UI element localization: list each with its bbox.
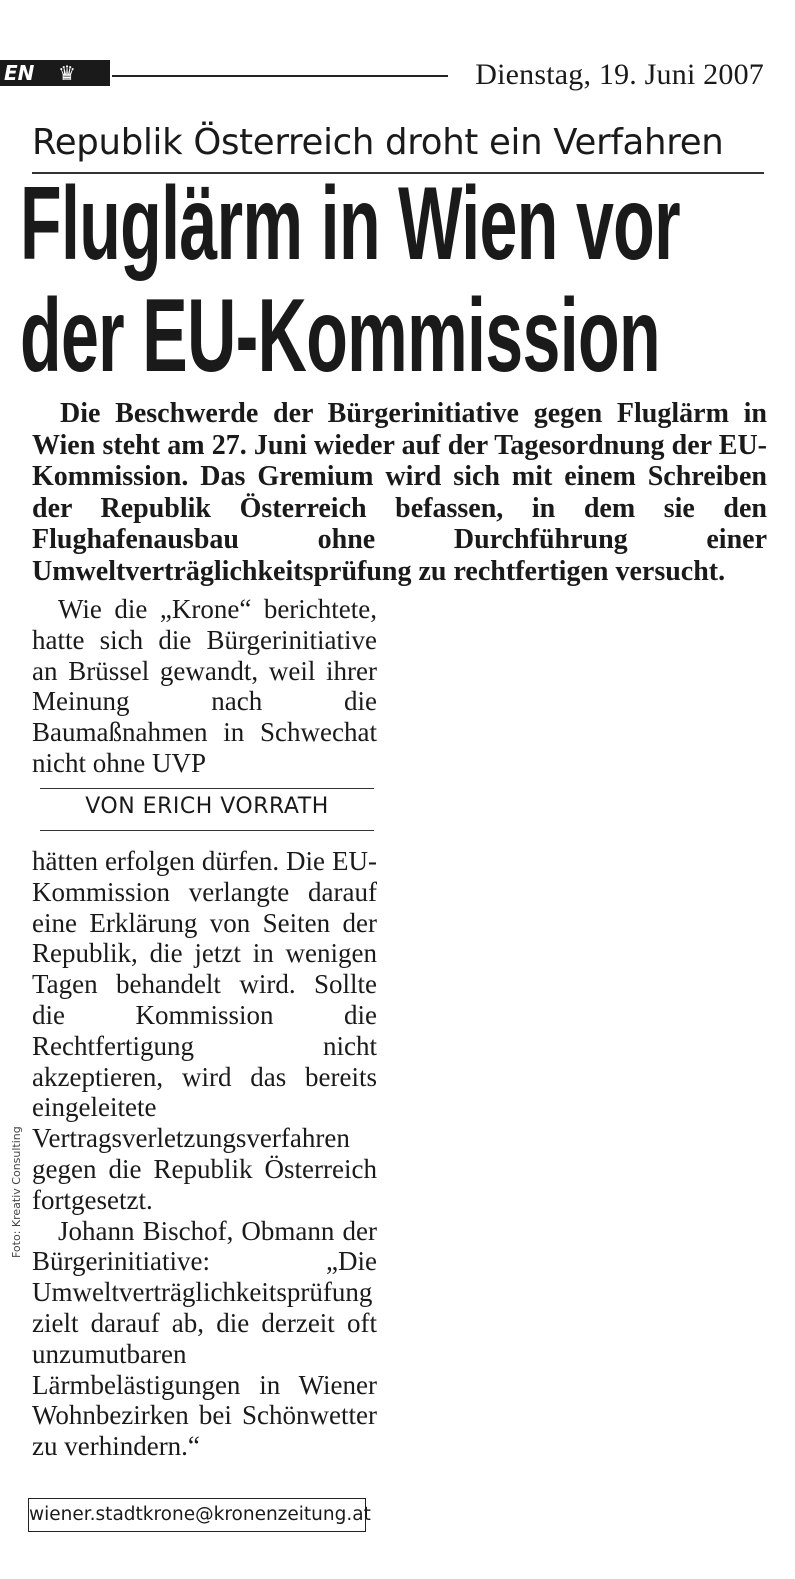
section-tab [0,60,110,86]
headline-line-1: Fluglärm in Wien vor [20,166,680,282]
photo-credit: Foto: Kreativ Consulting [10,1126,23,1258]
headline-line-2: der EU-Kommission [20,278,660,394]
article-kicker: Republik Österreich droht ein Verfahren [32,122,724,163]
issue-date: Dienstag, 19. Juni 2007 [475,58,764,91]
contact-email: wiener.stadtkrone@kronenzeitung.at [28,1498,366,1532]
body-paragraph: hätten erfolgen dürfen. Die EU-Kommission verlangte darauf eine Erklärung von Seiten der Republik, die jetzt in wenigen Tagen behandelt wird. Sollte die Kommission die Rechtfertigung nicht akzeptieren, wird das bereits eingeleitete Vertragsverletzungsverfahren gegen die Republik Österreich fortgesetzt. [32,846,377,1215]
header-rule [112,75,448,77]
article-byline: VON ERICH VORRATH [85,794,329,819]
byline-rule-bottom [40,830,374,831]
crown-icon: ♛ [58,61,76,85]
article-lead: Die Beschwerde der Bürgerinitiative gegen Fluglärm in Wien steht am 27. Juni wieder auf der Tagesordnung der EU-Kommission. Das Gremium wird sich mit einem Schreiben der Republik Österreich befassen, in dem sie den Flughafenausbau ohne Durchführung einer Umweltverträglichkeitsprüfung zu rechtfertigen versucht. [32,398,767,587]
body-paragraph: Johann Bischof, Obmann der Bürgerinitiative: „Die Umweltverträglichkeitsprüfung zielt darauf ab, die derzeit oft unzumutbaren Lärmbelästigungen in Wiener Wohnbezirken bei Schönwetter zu verhindern.“ [32,1215,377,1462]
body-column-part-2 [32,846,377,1462]
body-paragraph: Wie die „Krone“ berichtete, hatte sich die Bürgerinitiative an Brüssel gewandt, weil ihrer Meinung nach die Baumaßnahmen in Schwechat nicht ohne UVP [32,594,377,778]
page-header [0,52,770,92]
article-headline [20,166,680,394]
section-label: EN [4,61,35,85]
body-column-part-1 [32,594,377,779]
byline-rule-top [40,788,374,789]
